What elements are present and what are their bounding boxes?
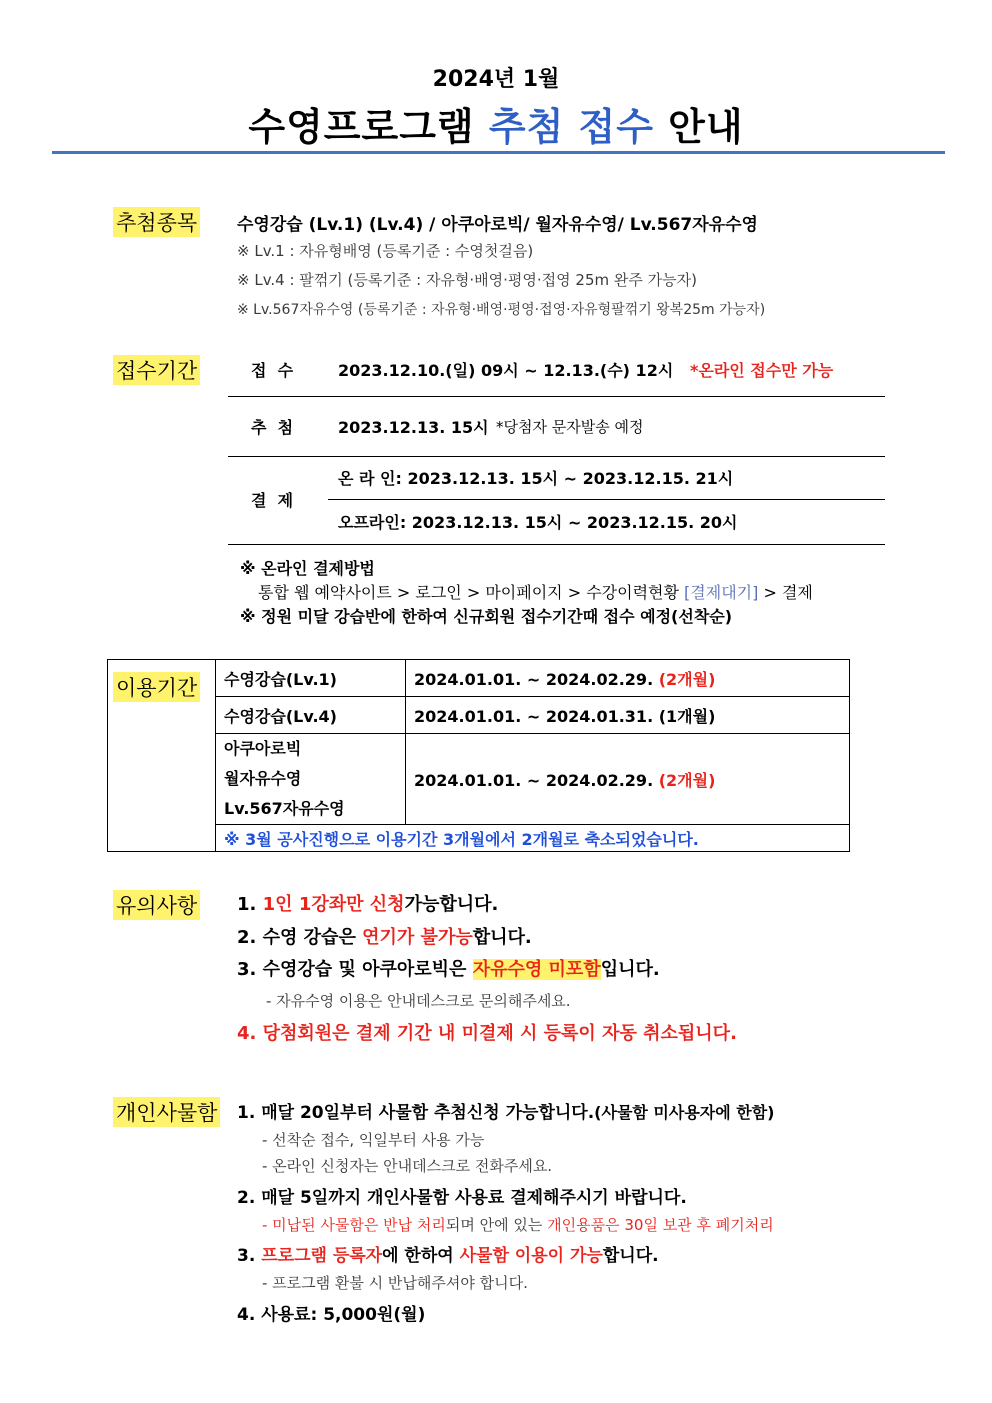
draw-note-2: ※ Lv.4 : 팔꺾기 (등록기준 : 자유형·배영·평영·접영 25m 완주 가능자): [237, 271, 697, 289]
title-divider: [52, 151, 945, 154]
lottery-label: 추 첨: [251, 418, 294, 437]
caution-item-3-sub: - 자유수영 이용은 안내데스크로 문의해주세요.: [266, 992, 571, 1010]
lottery-value: 2023.12.13. 15시: [338, 418, 489, 437]
caution-item-1: 1. 1인 1강좌만 신청가능합니다.: [237, 894, 499, 915]
locker-section-label: 개인사물함: [113, 1097, 220, 1127]
locker-item-1-sub-1: - 선착순 접수, 익일부터 사용 가능: [262, 1131, 485, 1149]
period-divider-1: [228, 396, 885, 397]
usage-group-date: 2024.01.01. ~ 2024.02.29. (2개월): [406, 734, 850, 825]
lottery-note: *당첨자 문자발송 예정: [496, 418, 644, 436]
page-subtitle: 2024년 1월: [432, 67, 560, 92]
usage-footnote: ※ 3월 공사진행으로 이용기간 3개월에서 2개월로 축소되었습니다.: [216, 825, 850, 852]
payment-method-path: 통합 웹 예약사이트 > 로그인 > 마이페이지 > 수강이력현황 [결제대기] > 결제: [258, 583, 813, 602]
usage-group-names: 아쿠아로빅 월자유수영 Lv.567자유수영: [216, 734, 406, 825]
caution-item-3: 3. 수영강습 및 아쿠아로빅은 자유수영 미포함입니다.: [237, 959, 660, 980]
caution-item-2: 2. 수영 강습은 연기가 불가능합니다.: [237, 927, 532, 948]
draw-main-items: 수영강습 (Lv.1) (Lv.4) / 아쿠아로빅/ 월자유수영/ Lv.567자유수영: [237, 215, 758, 235]
period-section-label: 접수기간: [113, 355, 200, 385]
apply-note: *온라인 접수만 가능: [690, 361, 834, 380]
locker-item-3-sub: - 프로그램 환불 시 반납해주셔야 합니다.: [262, 1274, 528, 1292]
usage-row-name: 수영강습(Lv.1): [216, 660, 406, 697]
payment-method-title: ※ 온라인 결제방법: [240, 559, 375, 578]
title-part-3: 안내: [668, 105, 744, 149]
locker-item-1-sub-2: - 온라인 신청자는 안내데스크로 전화주세요.: [262, 1157, 553, 1175]
pay-label: 결 제: [251, 491, 294, 510]
pay-offline: 오프라인: 2023.12.13. 15시 ~ 2023.12.15. 20시: [338, 513, 738, 532]
title-part-1: 수영프로그램: [248, 105, 475, 149]
caution-section-label: 유의사항: [113, 890, 200, 920]
usage-table: [107, 659, 850, 852]
caution-item-4: 4. 당첨회원은 결제 기간 내 미결제 시 등록이 자동 취소됩니다.: [237, 1023, 737, 1044]
usage-section-label: 이용기간: [113, 672, 200, 702]
locker-item-2-sub: - 미납된 사물함은 반납 처리되며 안에 있는 개인용품은 30일 보관 후 폐기처리: [262, 1216, 774, 1234]
period-divider-3: [328, 499, 885, 500]
usage-row-date: 2024.01.01. ~ 2024.02.29. (2개월): [406, 660, 850, 697]
usage-row-date: 2024.01.01. ~ 2024.01.31. (1개월): [406, 697, 850, 734]
locker-item-1: 1. 매달 20일부터 사물함 추첨신청 가능합니다.(사물함 미사용자에 한함): [237, 1103, 775, 1123]
draw-note-1: ※ Lv.1 : 자유형배영 (등록기준 : 수영첫걸음): [237, 242, 534, 260]
draw-note-3: ※ Lv.567자유수영 (등록기준 : 자유형·배영·평영·접영·자유형팔꺾기 왕복25m 가능자): [237, 302, 766, 318]
period-divider-4: [228, 544, 885, 545]
usage-section-label-cell: [108, 660, 216, 852]
period-divider-2: [228, 456, 885, 457]
locker-item-3: 3. 프로그램 등록자에 한하여 사물함 이용이 가능합니다.: [237, 1246, 659, 1266]
title-part-2: 추첨 접수: [488, 105, 654, 149]
apply-value: 2023.12.10.(일) 09시 ~ 12.13.(수) 12시: [338, 361, 674, 380]
locker-item-4: 4. 사용료: 5,000원(월): [237, 1305, 426, 1325]
apply-label: 접 수: [251, 361, 294, 380]
locker-item-2: 2. 매달 5일까지 개인사물함 사용료 결제해주시기 바랍니다.: [237, 1188, 687, 1208]
quota-note: ※ 정원 미달 강습반에 한하여 신규회원 접수기간때 접수 예정(선착순): [240, 607, 733, 626]
draw-section-label: 추첨종목: [113, 207, 200, 237]
usage-row-name: 수영강습(Lv.4): [216, 697, 406, 734]
page-title: [0, 96, 992, 151]
pay-online: 온 라 인: 2023.12.13. 15시 ~ 2023.12.15. 21시: [338, 469, 734, 488]
